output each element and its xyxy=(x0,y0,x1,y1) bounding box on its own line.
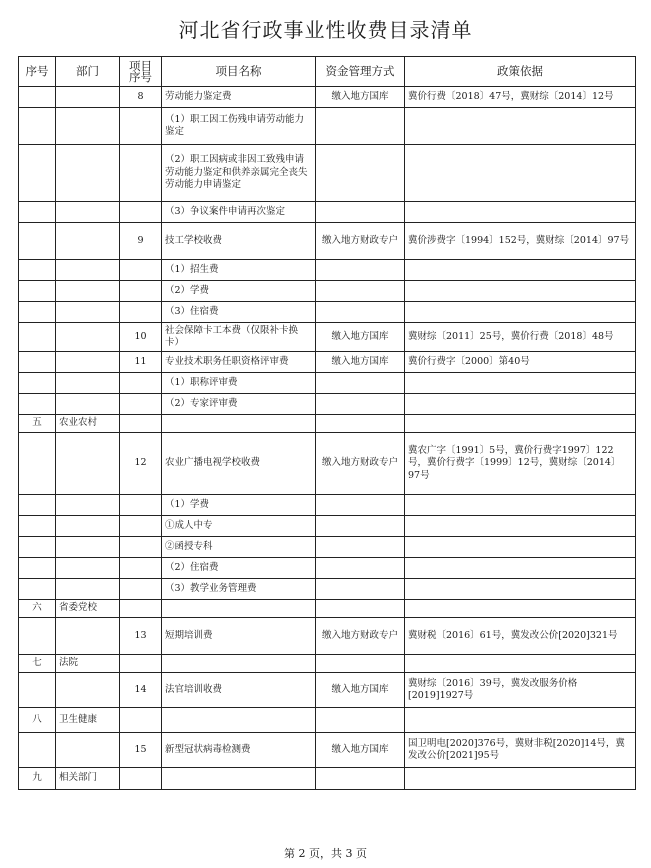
cell-seq xyxy=(19,495,56,516)
cell-fund xyxy=(316,281,405,302)
cell-dept xyxy=(56,323,120,352)
header-seq: 序号 xyxy=(19,57,56,87)
cell-item-name xyxy=(162,768,316,790)
cell-fund xyxy=(316,260,405,281)
cell-item-name: 技工学校收费 xyxy=(162,223,316,260)
cell-item-name: （1）职工因工伤残申请劳动能力鉴定 xyxy=(162,108,316,145)
table-row xyxy=(19,655,636,673)
cell-policy xyxy=(405,373,636,394)
cell-policy xyxy=(405,495,636,516)
table-row xyxy=(19,495,636,516)
cell-fund xyxy=(316,145,405,202)
cell-item-name xyxy=(162,600,316,618)
cell-item-name: 劳动能力鉴定费 xyxy=(162,87,316,108)
cell-fund xyxy=(316,495,405,516)
table-row xyxy=(19,618,636,655)
table-row xyxy=(19,433,636,495)
cell-item-name: （2）学费 xyxy=(162,281,316,302)
cell-policy xyxy=(405,415,636,433)
cell-item-no: 9 xyxy=(120,223,162,260)
cell-seq xyxy=(19,323,56,352)
cell-fund: 缴入地方财政专户 xyxy=(316,618,405,655)
table-row xyxy=(19,394,636,415)
cell-item-no xyxy=(120,260,162,281)
cell-dept xyxy=(56,281,120,302)
table-row xyxy=(19,87,636,108)
table-row xyxy=(19,415,636,433)
cell-seq xyxy=(19,516,56,537)
header-fund: 资金管理方式 xyxy=(316,57,405,87)
cell-policy: 冀价行费〔2018〕47号，冀财综〔2014〕12号 xyxy=(405,87,636,108)
cell-policy: 冀价涉费字〔1994〕152号，冀财综〔2014〕97号 xyxy=(405,223,636,260)
cell-policy xyxy=(405,600,636,618)
cell-fund xyxy=(316,708,405,733)
table-row xyxy=(19,352,636,373)
cell-dept xyxy=(56,223,120,260)
cell-policy: 冀价行费字〔2000〕第40号 xyxy=(405,352,636,373)
table-row xyxy=(19,260,636,281)
cell-item-no xyxy=(120,373,162,394)
cell-item-no: 13 xyxy=(120,618,162,655)
cell-policy xyxy=(405,260,636,281)
cell-item-name xyxy=(162,415,316,433)
table-row xyxy=(19,223,636,260)
cell-dept xyxy=(56,733,120,768)
cell-policy xyxy=(405,145,636,202)
cell-item-no: 11 xyxy=(120,352,162,373)
cell-policy xyxy=(405,579,636,600)
cell-item-name: 新型冠状病毒检测费 xyxy=(162,733,316,768)
table-row xyxy=(19,537,636,558)
cell-fund: 缴入地方国库 xyxy=(316,352,405,373)
cell-item-no xyxy=(120,145,162,202)
cell-item-name: （1）学费 xyxy=(162,495,316,516)
cell-item-no xyxy=(120,655,162,673)
cell-policy: 冀财综〔2011〕25号，冀价行费〔2018〕48号 xyxy=(405,323,636,352)
cell-item-name: （2）职工因病或非因工致残申请劳动能力鉴定和供养亲属完全丧失劳动能力申请鉴定 xyxy=(162,145,316,202)
cell-fund xyxy=(316,108,405,145)
cell-item-no xyxy=(120,516,162,537)
cell-dept xyxy=(56,618,120,655)
cell-seq xyxy=(19,579,56,600)
table-row xyxy=(19,768,636,790)
cell-seq: 五 xyxy=(19,415,56,433)
page-footer: 第 2 页，共 3 页 xyxy=(284,847,367,860)
cell-seq xyxy=(19,673,56,708)
cell-item-no xyxy=(120,202,162,223)
cell-fund: 缴入地方国库 xyxy=(316,673,405,708)
cell-seq xyxy=(19,618,56,655)
cell-dept xyxy=(56,537,120,558)
table-row xyxy=(19,516,636,537)
cell-fund: 缴入地方国库 xyxy=(316,323,405,352)
cell-dept: 卫生健康 xyxy=(56,708,120,733)
header-policy: 政策依据 xyxy=(405,57,636,87)
cell-dept xyxy=(56,673,120,708)
cell-fund xyxy=(316,516,405,537)
cell-policy xyxy=(405,281,636,302)
cell-policy: 国卫明电[2020]376号，冀财非税[2020]14号，冀发改公价[2021]95号 xyxy=(405,733,636,768)
cell-seq: 六 xyxy=(19,600,56,618)
table-row xyxy=(19,733,636,768)
cell-item-no: 10 xyxy=(120,323,162,352)
cell-dept: 相关部门 xyxy=(56,768,120,790)
table-row xyxy=(19,579,636,600)
page-title: 河北省行政事业性收费目录清单 xyxy=(178,18,473,42)
fee-catalog-table xyxy=(18,56,636,790)
cell-seq xyxy=(19,537,56,558)
table-row xyxy=(19,108,636,145)
table-row xyxy=(19,600,636,618)
cell-item-no xyxy=(120,579,162,600)
cell-item-name: 短期培训费 xyxy=(162,618,316,655)
cell-item-name: ①成人中专 xyxy=(162,516,316,537)
table-row xyxy=(19,202,636,223)
cell-policy xyxy=(405,302,636,323)
cell-item-name: 农业广播电视学校收费 xyxy=(162,433,316,495)
cell-dept xyxy=(56,87,120,108)
cell-fund xyxy=(316,579,405,600)
cell-seq xyxy=(19,87,56,108)
cell-fund xyxy=(316,768,405,790)
cell-policy xyxy=(405,768,636,790)
cell-seq xyxy=(19,302,56,323)
cell-fund xyxy=(316,202,405,223)
cell-fund xyxy=(316,655,405,673)
header-dept: 部门 xyxy=(56,57,120,87)
cell-item-no xyxy=(120,708,162,733)
cell-fund xyxy=(316,558,405,579)
cell-item-no xyxy=(120,600,162,618)
table-row xyxy=(19,708,636,733)
header-item-name: 项目名称 xyxy=(162,57,316,87)
header-item-no: 项目序号 xyxy=(120,57,162,87)
table-row xyxy=(19,558,636,579)
cell-fund xyxy=(316,394,405,415)
cell-item-no xyxy=(120,394,162,415)
cell-seq xyxy=(19,281,56,302)
cell-item-no xyxy=(120,415,162,433)
cell-policy xyxy=(405,394,636,415)
table-row xyxy=(19,373,636,394)
cell-policy xyxy=(405,516,636,537)
cell-dept xyxy=(56,302,120,323)
cell-seq xyxy=(19,394,56,415)
table-body xyxy=(19,87,636,790)
cell-policy: 冀财税〔2016〕61号，冀发改公价[2020]321号 xyxy=(405,618,636,655)
cell-seq xyxy=(19,433,56,495)
cell-item-name: ②函授专科 xyxy=(162,537,316,558)
cell-dept xyxy=(56,394,120,415)
cell-fund: 缴入地方国库 xyxy=(316,87,405,108)
cell-item-name xyxy=(162,708,316,733)
cell-policy xyxy=(405,558,636,579)
cell-seq xyxy=(19,223,56,260)
cell-seq: 八 xyxy=(19,708,56,733)
cell-dept xyxy=(56,202,120,223)
cell-item-no: 15 xyxy=(120,733,162,768)
cell-dept: 省委党校 xyxy=(56,600,120,618)
cell-fund xyxy=(316,302,405,323)
cell-policy xyxy=(405,202,636,223)
cell-item-name: （1）职称评审费 xyxy=(162,373,316,394)
cell-dept xyxy=(56,433,120,495)
cell-seq: 九 xyxy=(19,768,56,790)
cell-policy xyxy=(405,108,636,145)
cell-fund: 缴入地方财政专户 xyxy=(316,433,405,495)
cell-item-no: 8 xyxy=(120,87,162,108)
cell-item-name: 社会保障卡工本费（仅限补卡换卡） xyxy=(162,323,316,352)
cell-dept xyxy=(56,516,120,537)
table-header-row xyxy=(19,57,636,87)
table-row xyxy=(19,302,636,323)
cell-policy xyxy=(405,655,636,673)
cell-seq xyxy=(19,202,56,223)
cell-dept: 农业农村 xyxy=(56,415,120,433)
cell-item-no xyxy=(120,537,162,558)
cell-item-no xyxy=(120,495,162,516)
cell-dept xyxy=(56,352,120,373)
cell-dept: 法院 xyxy=(56,655,120,673)
cell-item-name: （2）住宿费 xyxy=(162,558,316,579)
cell-item-name: 法官培训收费 xyxy=(162,673,316,708)
cell-item-name: （3）争议案件申请再次鉴定 xyxy=(162,202,316,223)
cell-seq: 七 xyxy=(19,655,56,673)
cell-dept xyxy=(56,108,120,145)
cell-seq xyxy=(19,558,56,579)
cell-item-name xyxy=(162,655,316,673)
cell-seq xyxy=(19,733,56,768)
cell-dept xyxy=(56,579,120,600)
cell-seq xyxy=(19,108,56,145)
table-row xyxy=(19,323,636,352)
cell-policy xyxy=(405,537,636,558)
cell-item-no xyxy=(120,768,162,790)
cell-item-name: 专业技术职务任职资格评审费 xyxy=(162,352,316,373)
cell-item-name: （1）招生费 xyxy=(162,260,316,281)
cell-seq xyxy=(19,260,56,281)
cell-policy: 冀财综〔2016〕39号，冀发改服务价格[2019]1927号 xyxy=(405,673,636,708)
cell-item-no xyxy=(120,108,162,145)
cell-item-name: （2）专家评审费 xyxy=(162,394,316,415)
cell-item-name: （3）住宿费 xyxy=(162,302,316,323)
cell-dept xyxy=(56,145,120,202)
cell-seq xyxy=(19,145,56,202)
table-row xyxy=(19,281,636,302)
cell-fund xyxy=(316,415,405,433)
cell-seq xyxy=(19,352,56,373)
cell-fund xyxy=(316,600,405,618)
cell-item-name: （3）教学业务管理费 xyxy=(162,579,316,600)
table-row xyxy=(19,673,636,708)
cell-fund: 缴入地方国库 xyxy=(316,733,405,768)
cell-policy: 冀农广字〔1991〕5号，冀价行费字1997〕122号，冀价行费字〔1999〕12号，冀财综〔2014〕97号 xyxy=(405,433,636,495)
cell-fund xyxy=(316,537,405,558)
cell-dept xyxy=(56,495,120,516)
cell-item-no xyxy=(120,558,162,579)
cell-dept xyxy=(56,373,120,394)
cell-fund xyxy=(316,373,405,394)
cell-dept xyxy=(56,260,120,281)
cell-item-no: 12 xyxy=(120,433,162,495)
cell-item-no xyxy=(120,302,162,323)
cell-dept xyxy=(56,558,120,579)
cell-fund: 缴入地方财政专户 xyxy=(316,223,405,260)
cell-item-no xyxy=(120,281,162,302)
cell-policy xyxy=(405,708,636,733)
cell-seq xyxy=(19,373,56,394)
table-row xyxy=(19,145,636,202)
cell-item-no: 14 xyxy=(120,673,162,708)
